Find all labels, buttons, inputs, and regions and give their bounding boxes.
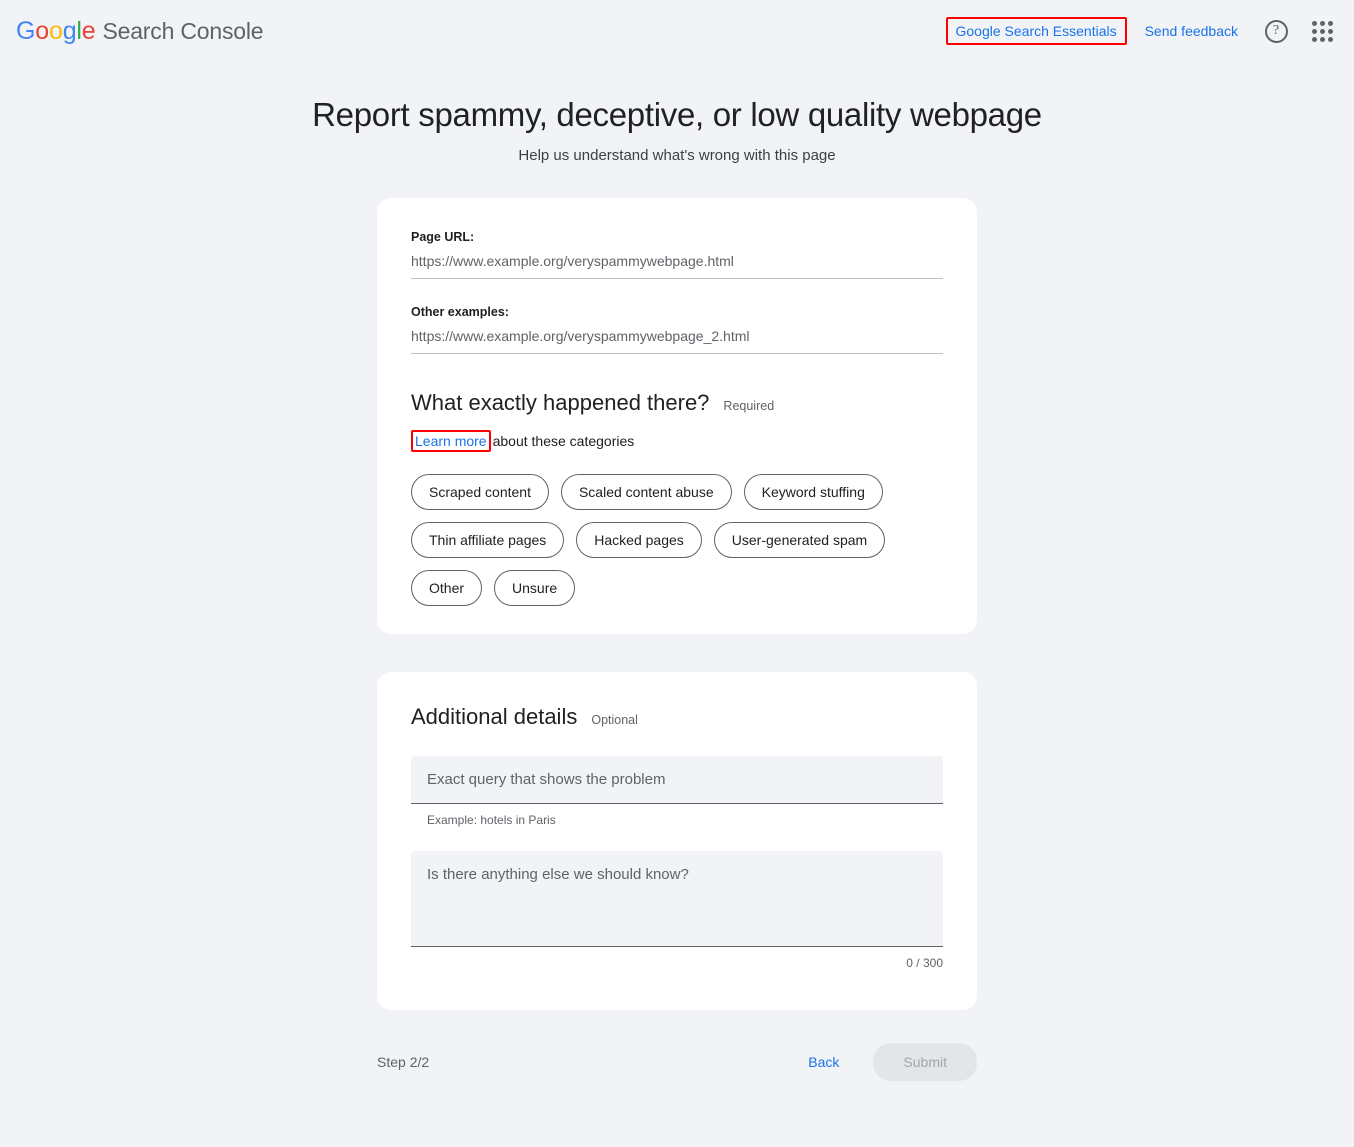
help-icon[interactable]: ?: [1262, 17, 1290, 45]
additional-details-card: [377, 672, 977, 1010]
page-title: Report spammy, deceptive, or low quality webpage: [312, 96, 1042, 133]
footer-actions: [798, 1043, 977, 1081]
form-footer: [377, 1034, 977, 1090]
field-spacer: [411, 283, 943, 305]
learn-more-text: about these categories: [492, 433, 635, 449]
category-chip[interactable]: Scaled content abuse: [561, 474, 732, 510]
other-examples-field: [411, 305, 943, 354]
category-chip[interactable]: Scraped content: [411, 474, 549, 510]
category-chip[interactable]: Other: [411, 570, 482, 606]
category-chip[interactable]: Hacked pages: [576, 522, 702, 558]
character-counter: 0 / 300: [906, 956, 943, 970]
learn-more-row: [411, 430, 943, 452]
google-search-console-logo[interactable]: Google Search Console: [16, 16, 264, 45]
learn-more-link[interactable]: Learn more: [411, 430, 491, 452]
category-chip[interactable]: Unsure: [494, 570, 575, 606]
submit-button[interactable]: Submit: [873, 1043, 977, 1081]
additional-details-header: [411, 704, 943, 730]
additional-details-title: Additional details: [411, 704, 578, 729]
product-name: Search Console: [102, 17, 264, 44]
page-header: [0, 96, 1354, 164]
page-url-label: Page URL:: [411, 230, 475, 244]
category-chip[interactable]: User-generated spam: [714, 522, 885, 558]
category-chip[interactable]: Keyword stuffing: [744, 474, 883, 510]
apps-grid-icon[interactable]: [1308, 17, 1336, 45]
other-examples-value[interactable]: https://www.example.org/veryspammywebpage_2.html: [411, 328, 943, 354]
category-chip-group: [411, 474, 911, 606]
report-form-card: [377, 198, 977, 634]
exact-query-hint: Example: hotels in Paris: [427, 813, 556, 827]
other-examples-label: Other examples:: [411, 305, 509, 319]
exact-query-input[interactable]: Exact query that shows the problem: [411, 756, 943, 804]
google-search-essentials-link[interactable]: Google Search Essentials: [946, 17, 1127, 45]
category-chip[interactable]: Thin affiliate pages: [411, 522, 564, 558]
question-title: What exactly happened there?: [411, 390, 710, 415]
additional-notes-textarea[interactable]: Is there anything else we should know?: [411, 851, 943, 947]
step-indicator: Step 2/2: [377, 1054, 430, 1070]
question-row: [411, 390, 943, 416]
send-feedback-link[interactable]: Send feedback: [1144, 23, 1238, 39]
question-required-badge: Required: [723, 399, 775, 413]
top-bar: [0, 0, 1354, 62]
back-button[interactable]: Back: [798, 1045, 849, 1079]
page-url-field: [411, 230, 943, 279]
page-subtitle: Help us understand what's wrong with this page: [518, 147, 836, 164]
page-url-value[interactable]: https://www.example.org/veryspammywebpage.html: [411, 253, 943, 279]
additional-details-optional-badge: Optional: [591, 713, 638, 727]
top-bar-actions: [946, 17, 1337, 45]
